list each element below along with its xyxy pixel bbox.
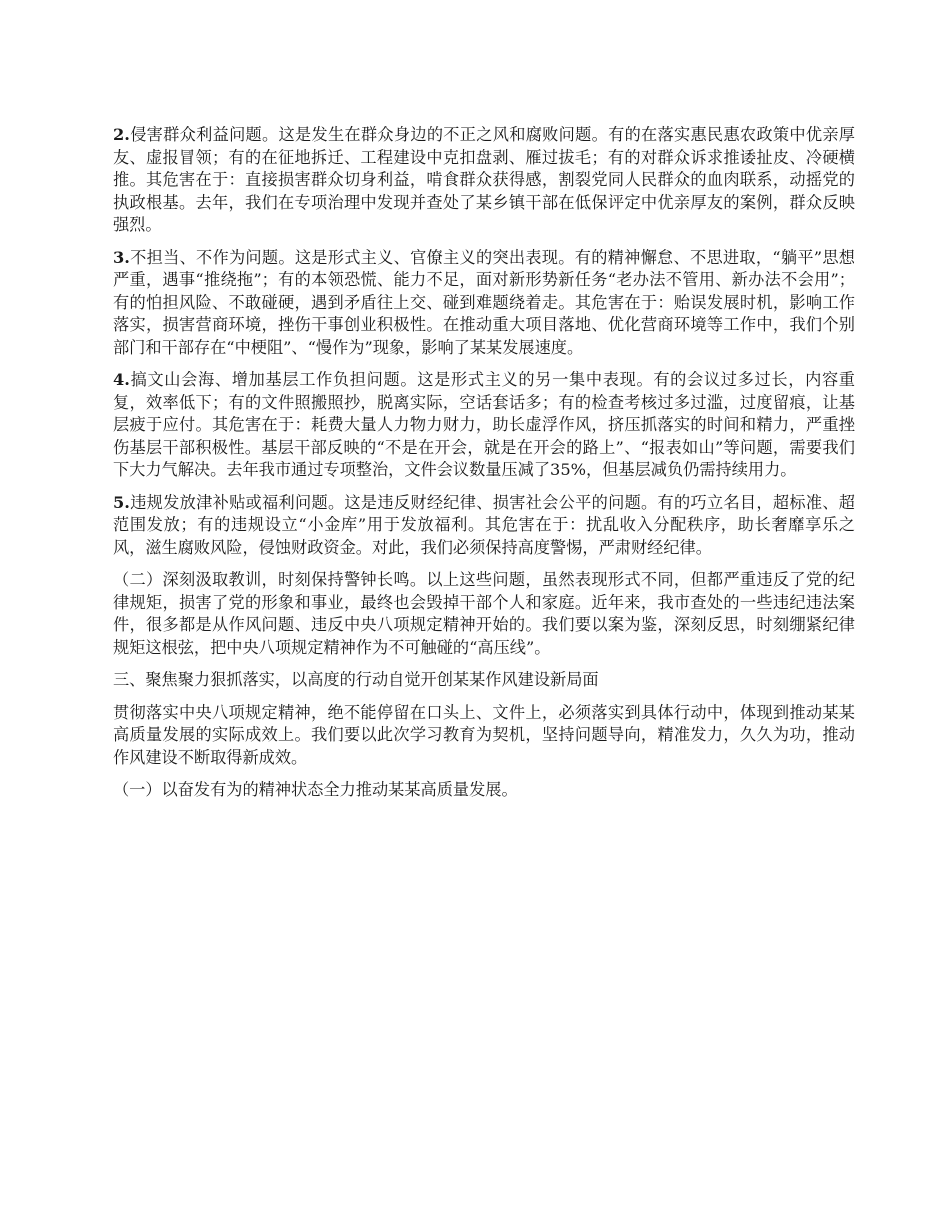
item-number: 2.: [113, 125, 130, 144]
subsection-heading: [113, 779, 855, 802]
paragraph-item-3: [113, 247, 855, 360]
paragraph-text: 不担当、不作为问题。这是形式主义、官僚主义的突出表现。有的精神懈怠、不思进取，“躺平”思想严重，遇事“推绕拖”；有的本领恐慌、能力不足，面对新形势新任务“老办法不管用、新办法不会用”；有的怕担风险、不敢碰硬，遇到矛盾往上交、碰到难题绕着走。其危害在于：贻误发展时机，影响工作落实，损害营商环境，挫伤干事创业积极性。在推动重大项目落地、优化营商环境等工作中，我们个别部门和干部存在“中梗阻”、“慢作为”现象，影响了某某发展速度。: [113, 247, 855, 357]
document-body: [113, 124, 855, 812]
paragraph-text: 贯彻落实中央八项规定精神，绝不能停留在口头上、文件上，必须落实到具体行动中，体现到推动某某高质量发展的实际成效上。我们要以此次学习教育为契机，坚持问题导向，精准发力，久久为功，推动作风建设不断取得新成效。: [113, 702, 855, 767]
paragraph-item-5: [113, 492, 855, 560]
paragraph-text: 搞文山会海、增加基层工作负担问题。这是形式主义的另一集中表现。有的会议过多过长，内容重复，效率低下；有的文件照搬照抄，脱离实际，空话套话多；有的检查考核过多过滥，过度留痕，让基层疲于应付。其危害在于：耗费大量人力物力财力，助长虚浮作风，挤压抓落实的时间和精力，严重挫伤基层干部积极性。基层干部反映的“不是在开会，就是在开会的路上”、“报表如山”等问题，需要我们下大力气解决。去年我市通过专项整治，文件会议数量压减了35%，但基层减负仍需持续用力。: [113, 370, 855, 479]
paragraph-item-4: [113, 369, 855, 482]
paragraph-lessons: [113, 569, 855, 659]
item-number: 3.: [113, 247, 130, 267]
item-number: 4.: [113, 370, 130, 389]
heading-text: 三、聚焦聚力狠抓落实，以高度的行动自觉开创某某作风建设新局面: [113, 670, 599, 689]
paragraph-intro: [113, 702, 855, 770]
paragraph-text: 违规发放津补贴或福利问题。这是违反财经纪律、损害社会公平的问题。有的巧立名目，超标准、超范围发放；有的违规设立“小金库”用于发放福利。其危害在于：扰乱收入分配秩序，助长奢靡享乐之风，滋生腐败风险，侵蚀财政资金。对此，我们必须保持高度警惕，严肃财经纪律。: [113, 492, 855, 557]
paragraph-item-2: [113, 124, 855, 237]
paragraph-text: （二）深刻汲取教训，时刻保持警钟长鸣。以上这些问题，虽然表现形式不同，但都严重违反了党的纪律规矩，损害了党的形象和事业，最终也会毁掉干部个人和家庭。近年来，我市查处的一些违纪违法案件，很多都是从作风问题、违反中央八项规定精神开始的。我们要以案为鉴，深刻反思，时刻绷紧纪律规矩这根弦，把中央八项规定精神作为不可触碰的“高压线”。: [113, 570, 855, 657]
heading-text: （一）以奋发有为的精神状态全力推动某某高质量发展。: [113, 780, 518, 799]
section-heading: [113, 669, 855, 692]
item-number: 5.: [113, 492, 130, 512]
paragraph-text: 侵害群众利益问题。这是发生在群众身边的不正之风和腐败问题。有的在落实惠民惠农政策中优亲厚友、虚报冒领；有的在征地拆迁、工程建设中克扣盘剥、雁过拔毛；有的对群众诉求推诿扯皮、冷硬横推。其危害在于：直接损害群众切身利益，啃食群众获得感，割裂党同人民群众的血肉联系，动摇党的执政根基。去年，我们在专项治理中发现并查处了某乡镇干部在低保评定中优亲厚友的案例，群众反映强烈。: [113, 125, 855, 234]
